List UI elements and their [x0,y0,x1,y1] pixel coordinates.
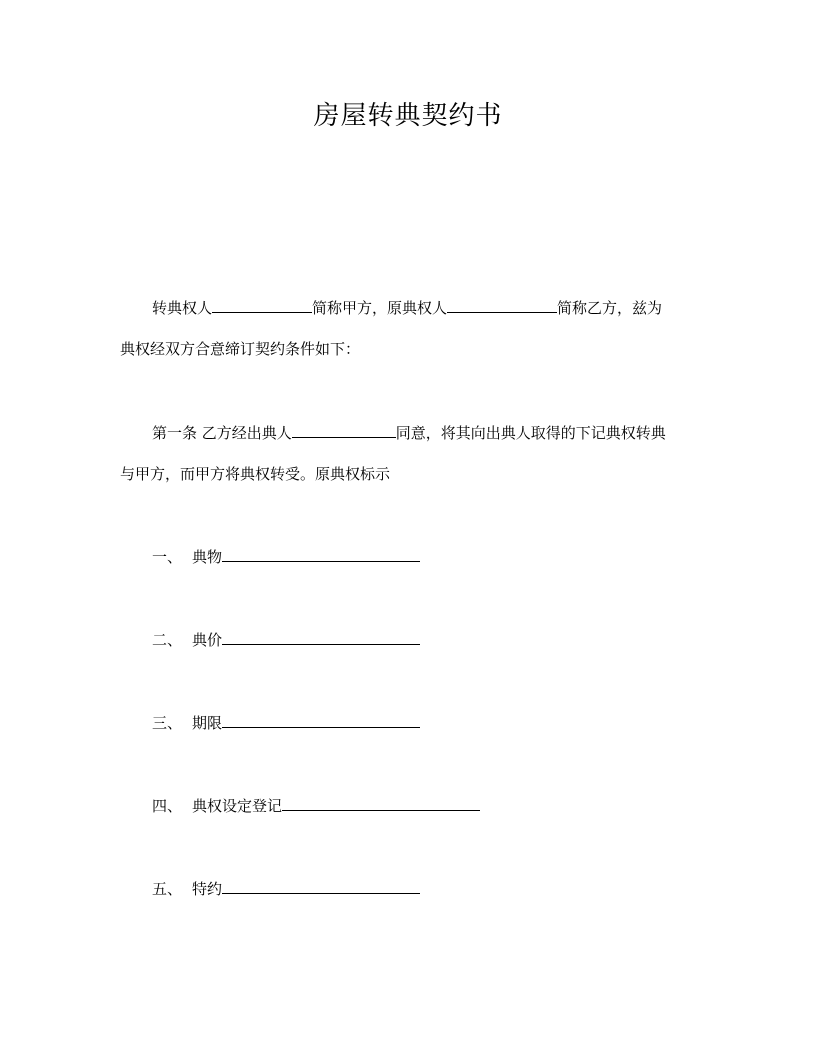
item-label: 典权设定登记 [192,797,283,815]
item-blank[interactable] [282,794,480,811]
item-3 [152,711,420,734]
item-5 [152,877,420,900]
item-label: 期限 [192,714,223,732]
item-number: 四、 [152,797,183,815]
item-number: 一、 [152,548,183,566]
original-holder-blank[interactable] [447,296,557,313]
item-label: 特约 [192,880,223,898]
item-2 [152,628,420,651]
intro-line-1 [152,296,662,319]
intro-text-1: 转典权人 [152,299,213,317]
intro-text-2: 简称甲方，原典权人 [312,299,448,317]
item-blank[interactable] [222,545,420,562]
item-number: 三、 [152,714,183,732]
item-label: 典物 [192,548,223,566]
intro-line-2: 典权经双方合意缔订契约条件如下： [120,340,361,358]
item-blank[interactable] [222,877,420,894]
intro-text-3: 简称乙方，兹为 [557,299,663,317]
item-1 [152,545,420,568]
item-blank[interactable] [222,628,420,645]
transferee-blank[interactable] [212,296,312,313]
article1-line-1 [152,421,666,444]
item-number: 二、 [152,631,183,649]
item-4 [152,794,480,817]
article1-text-2: 同意，将其向出典人取得的下记典权转典 [395,424,666,442]
item-blank[interactable] [222,711,420,728]
document-title: 房屋转典契约书 [313,101,503,131]
item-label: 典价 [192,631,223,649]
article1-line-2: 与甲方，而甲方将典权转受。原典权标示 [120,465,391,483]
item-number: 五、 [152,880,183,898]
article1-text-1: 第一条 乙方经出典人 [152,424,292,442]
mortgagor-blank[interactable] [292,421,396,438]
